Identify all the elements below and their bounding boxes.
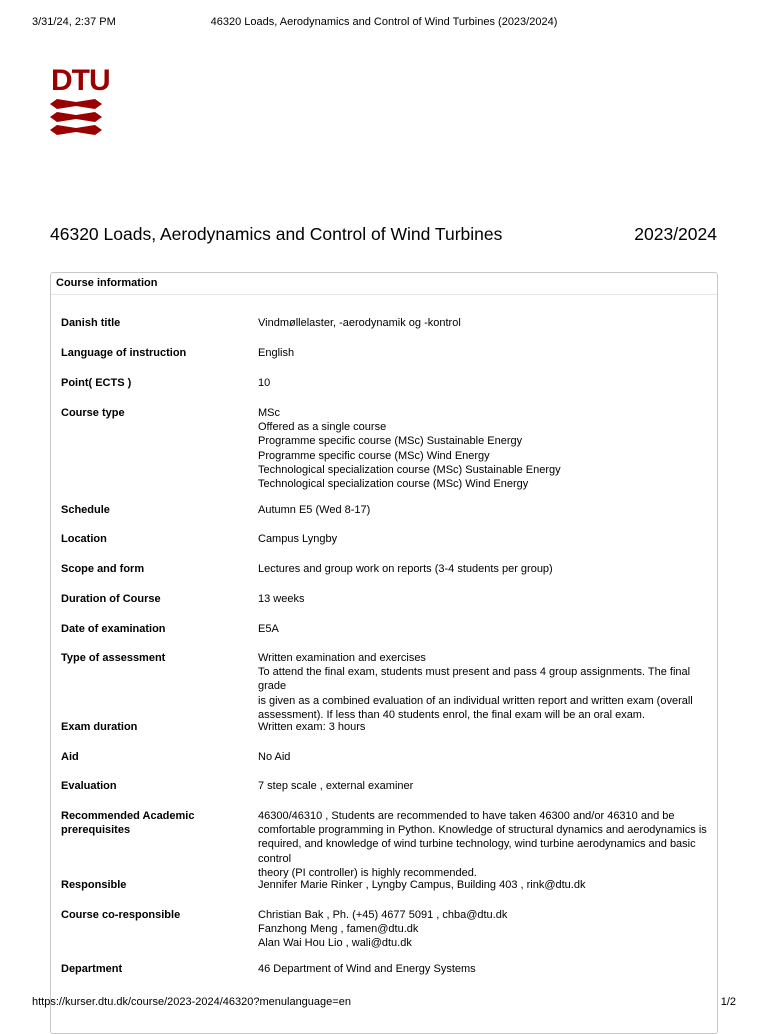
info-value: English [258,347,295,359]
logo-wordmark: DTU [51,64,110,97]
print-datetime: 3/31/24, 2:37 PM [32,16,116,28]
info-label: Responsible [61,879,127,891]
logo-emblem-icon [50,98,102,136]
print-url: https://kurser.dtu.dk/course/2023-2024/46320?menulanguage=en [32,996,351,1008]
info-value: Autumn E5 (Wed 8-17) [258,504,371,516]
info-label: Scope and form [61,563,145,575]
info-value: E5A [258,623,279,635]
dtu-logo[interactable] [50,64,110,136]
info-value: Lectures and group work on reports (3-4 students per group) [258,563,553,575]
info-value: Campus Lyngby [258,533,338,545]
info-value: Written examination and exercises To attend the final exam, students must present and pass 4 group assignments. The final grade is given as a combined evaluation of an individual written report and written exam (overall assessment). If less than 40 students enrol, the final exam will be an oral exam. [258,652,693,721]
info-value: Vindmøllelaster, -aerodynamik og -kontrol [258,317,461,329]
info-label: Department [61,963,123,975]
info-label: Language of instruction [61,347,187,359]
info-value: 7 step scale , external examiner [258,780,414,792]
info-label: Course type [61,407,125,419]
course-information-panel [50,272,718,1034]
info-value: Christian Bak , Ph. (+45) 4677 5091 , chba@dtu.dk Fanzhong Meng , famen@dtu.dk Alan Wai Hou Lio , wali@dtu.dk [258,909,508,950]
info-label: Schedule [61,504,110,516]
page-number: 1/2 [720,996,736,1008]
info-label: Date of examination [61,623,166,635]
info-label: Point( ECTS ) [61,377,132,389]
info-value: No Aid [258,751,291,763]
info-value: 10 [258,377,271,389]
info-label: Recommended Academic prerequisites [61,810,195,837]
info-value: 46300/46310 , Students are recommended to have taken 46300 and/or 46310 and be comfortable programming in Python. Knowledge of structural dynamics and aerodynamics is required, and knowledge of wind turbine technology, wind turbine aerodynamics and basic control theory (PI controller) is highly recommended. [258,810,707,879]
info-label: Location [61,533,107,545]
info-value: 46 Department of Wind and Energy Systems [258,963,476,975]
info-label: Exam duration [61,721,138,733]
info-value: MSc Offered as a single course Programme specific course (MSc) Sustainable Energy Programme specific course (MSc) Wind Energy Technological specialization course (MSc) Sustainable Energy Technological specialization course (MSc) Wind Energy [258,407,561,491]
section-heading: Course information [51,273,717,295]
info-label: Danish title [61,317,121,329]
print-document-title: 46320 Loads, Aerodynamics and Control of Wind Turbines (2023/2024) [210,16,558,28]
info-value: 13 weeks [258,593,305,605]
course-year: 2023/2024 [634,224,717,244]
info-label: Course co-responsible [61,909,181,921]
info-label: Type of assessment [61,652,166,664]
info-label: Duration of Course [61,593,161,605]
course-title: 46320 Loads, Aerodynamics and Control of Wind Turbines [50,224,503,244]
info-value: Written exam: 3 hours [258,721,366,733]
info-label: Evaluation [61,780,117,792]
info-value: Jennifer Marie Rinker , Lyngby Campus, Building 403 , rink@dtu.dk [258,879,586,891]
info-label: Aid [61,751,79,763]
